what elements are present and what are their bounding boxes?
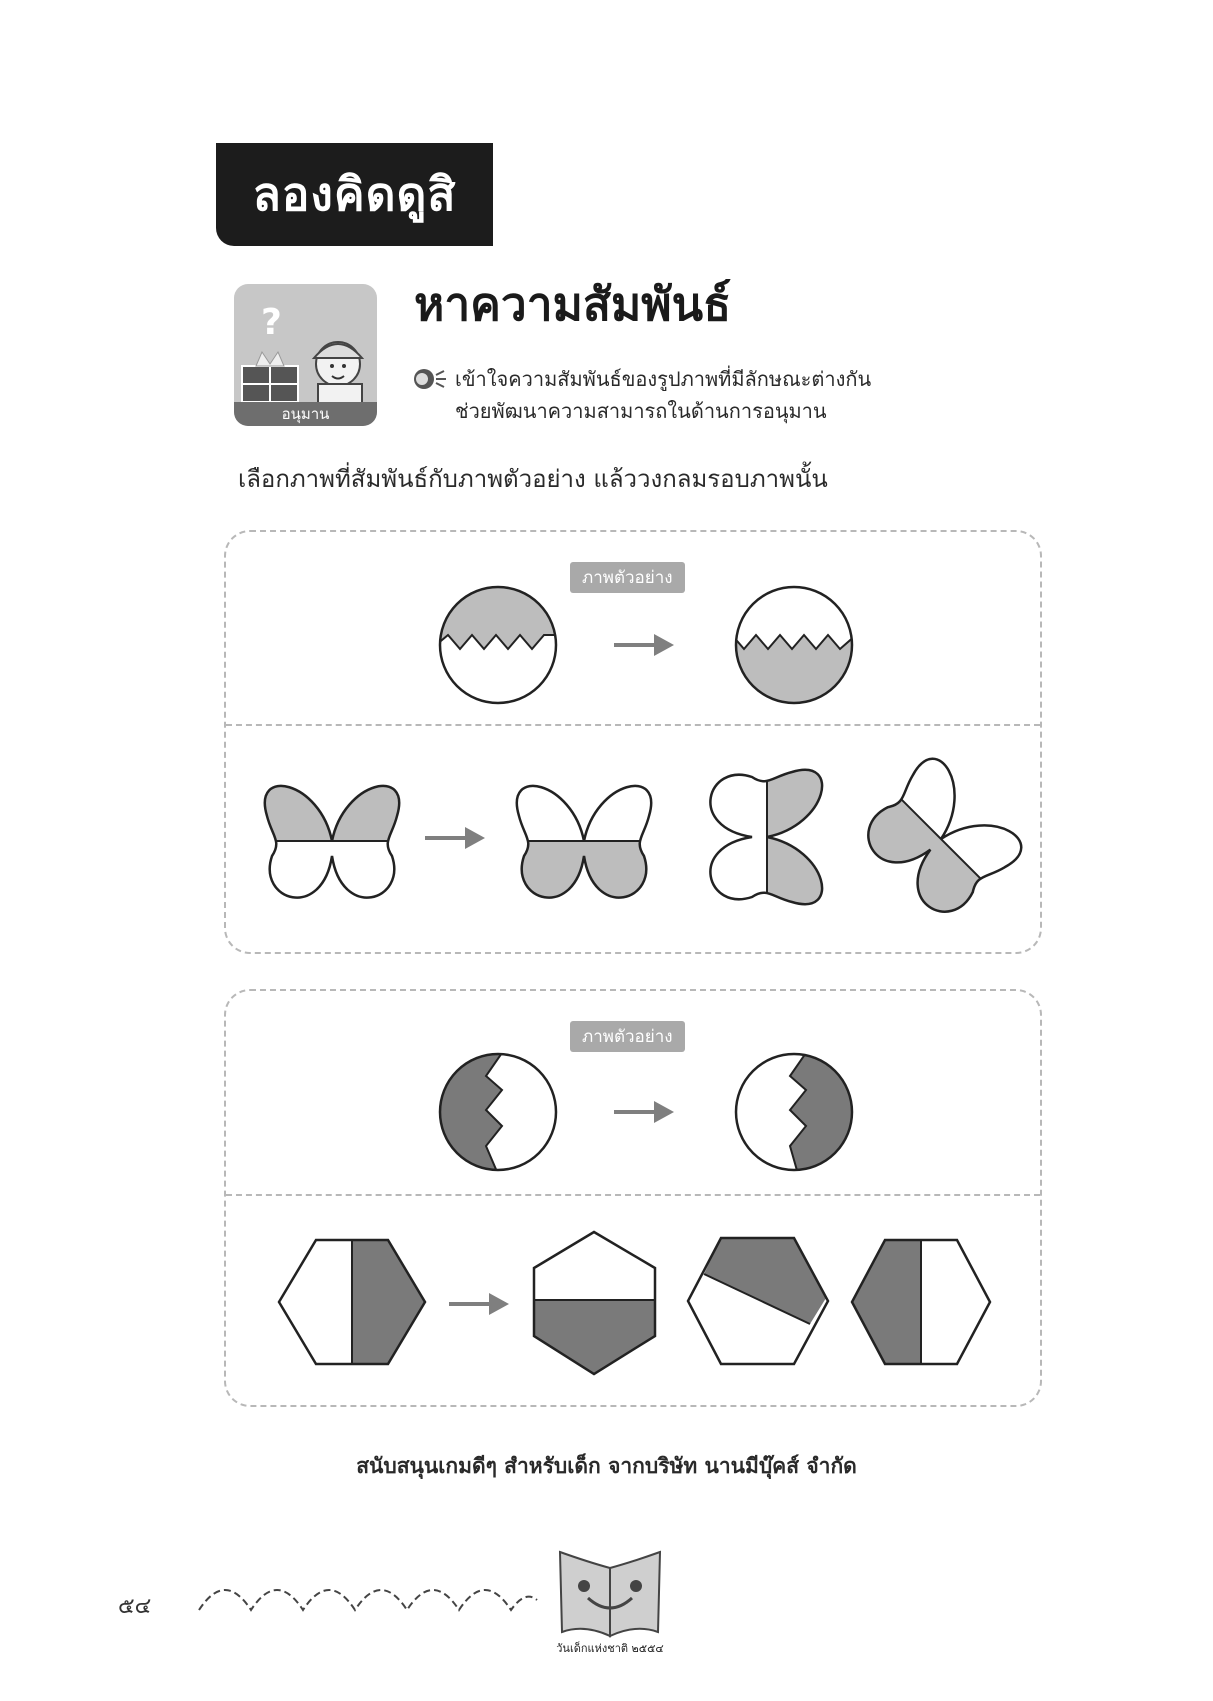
- topic-icon: [234, 284, 377, 426]
- page-number: ๕๔: [118, 1594, 152, 1619]
- sponsor-text: สนับสนุนเกมดีๆ สำหรับเด็ก จากบริษัท นานมีบุ๊คส์ จำกัด: [356, 1454, 857, 1478]
- choice-butterfly-bottom-shaded[interactable]: [509, 762, 659, 920]
- question-butterfly-top-shaded: [257, 762, 407, 920]
- example-circle-right-shaded: [732, 1050, 856, 1174]
- section-header-tab: [216, 143, 493, 246]
- topic-icon-label: อนุมาน: [234, 402, 377, 426]
- objective-line-1: เข้าใจความสัมพันธ์ของรูปภาพที่มีลักษณะต่างกัน: [455, 367, 872, 391]
- child-face-icon: [412, 365, 448, 393]
- choice-butterfly-diagonal-shaded[interactable]: [862, 760, 1020, 918]
- panel-divider: [226, 1194, 1040, 1196]
- panel-divider: [226, 724, 1040, 726]
- arrow-icon: [423, 823, 487, 853]
- arrow-icon: [447, 1289, 511, 1319]
- example-label: ภาพตัวอย่าง: [570, 562, 685, 593]
- objective-text: [455, 363, 871, 427]
- topic-title: หาความสัมพันธ์: [414, 277, 732, 331]
- section-title: ลองคิดดูสิ: [252, 167, 457, 221]
- example-label: ภาพตัวอย่าง: [570, 1021, 685, 1052]
- example-circle-left-shaded: [436, 1050, 560, 1174]
- decorative-wave-divider: [195, 1570, 540, 1620]
- objective-line-2: ช่วยพัฒนาความสามารถในด้านการอนุมาน: [455, 399, 827, 423]
- instruction-text: เลือกภาพที่สัมพันธ์กับภาพตัวอย่าง แล้ววงกลมรอบภาพนั้น: [238, 465, 828, 493]
- question-mark-icon: ?: [261, 302, 282, 343]
- question-hexagon-right-shaded: [277, 1238, 427, 1366]
- choice-hexagon-diagonal-shaded[interactable]: [686, 1236, 830, 1366]
- logo-caption: วันเด็กแห่งชาติ ๒๕๕๔: [556, 1642, 664, 1655]
- arrow-icon: [612, 1097, 676, 1127]
- choice-hexagon-left-shaded[interactable]: [850, 1238, 992, 1366]
- arrow-icon: [612, 630, 676, 660]
- example-circle-top-shaded: [436, 583, 560, 707]
- example-circle-bottom-shaded: [732, 583, 856, 707]
- childrens-day-logo: [548, 1548, 678, 1656]
- choice-pentagon-bottom-shaded[interactable]: [532, 1230, 657, 1376]
- choice-butterfly-right-shaded[interactable]: [688, 762, 846, 912]
